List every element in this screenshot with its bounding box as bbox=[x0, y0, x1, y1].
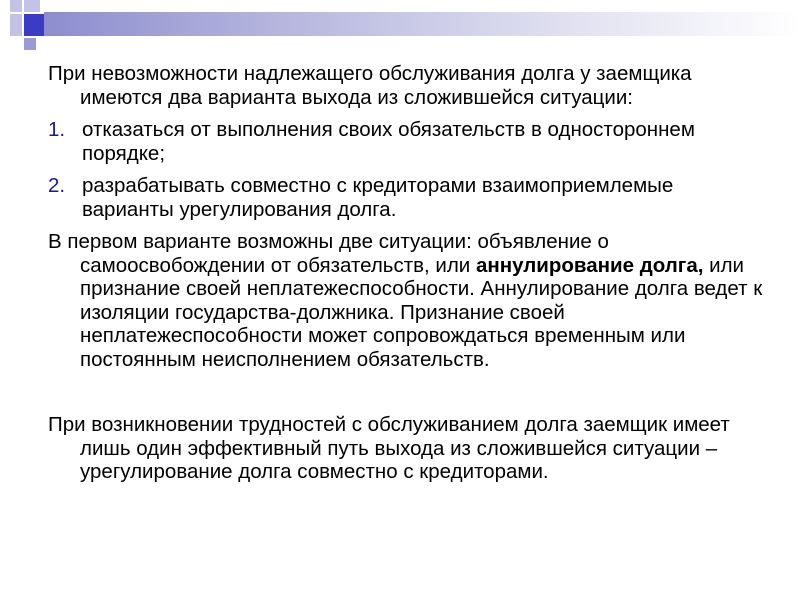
paragraph-conclusion: При возникновении трудностей с обслуживанием долга заемщик имеет лишь один эффективный путь выхода из сложившейся ситуации – урегулирование долга совместно с кредиторами. bbox=[48, 413, 730, 483]
paragraph-first-variant bbox=[48, 230, 768, 371]
decor-square bbox=[10, 0, 22, 12]
list-number: 2. bbox=[48, 174, 66, 197]
gradient-bar bbox=[44, 12, 800, 36]
list-item-text: отказаться от выполнения своих обязательств в одностороннем порядке; bbox=[82, 118, 695, 165]
paragraph-intro: При невозможности надлежащего обслуживания долга у заемщика имеются два варианта выхода из сложившейся ситуации: bbox=[48, 62, 692, 109]
list-item bbox=[48, 118, 768, 165]
paragraph-text: или признание своей неплатежеспособности. Аннулирование долга ведет к изоляции государства-должника. Признание своей неплатежеспособности может сопровождаться временным или постоянным неисполнением обязательств. bbox=[80, 253, 763, 371]
bold-term: аннулирование долга, bbox=[475, 253, 704, 277]
slide-header-decoration bbox=[0, 0, 800, 60]
decor-square-accent bbox=[24, 14, 44, 36]
paragraph-text: В первом варианте возможны две ситуации: объявление о самоосвобождении от обязательств, или bbox=[48, 230, 609, 277]
decor-square bbox=[10, 14, 22, 36]
list-item-text: разрабатывать совместно с кредиторами взаимоприемлемые варианты урегулирования долга. bbox=[82, 174, 674, 221]
list-number: 1. bbox=[48, 118, 66, 141]
decor-square bbox=[24, 0, 40, 12]
list-item bbox=[48, 174, 768, 221]
decor-square bbox=[24, 38, 36, 50]
slide-body bbox=[48, 62, 768, 493]
